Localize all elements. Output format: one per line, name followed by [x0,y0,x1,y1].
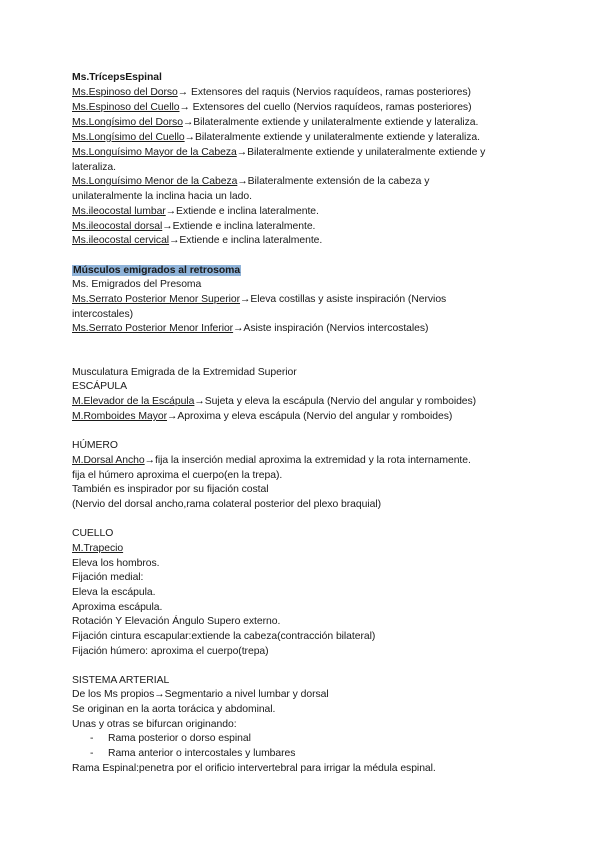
muscle-description: →Asiste inspiración (Nervios intercostales) [233,323,429,334]
muscle-description: →Eleva costillas y asiste inspiración (Nervios [240,294,447,305]
list-item [90,732,251,745]
muscle-term: Ms.ileocostal cervical [72,235,170,246]
highlighted-heading: Músculos emigrados al retrosoma [73,265,241,276]
presoma-title: Ms. Emigrados del Presoma [72,279,202,290]
muscle-description: →Extiende e inclina lateralmente. [169,235,323,246]
muscle-description: →Extiende e inclina lateralmente. [165,206,319,217]
muscle-term: M.Dorsal Ancho [72,455,145,466]
muscle-term: Ms.Longuísimo Mayor de la Cabeza [72,147,237,158]
muscle-line [72,234,322,247]
muscle-line [72,205,319,218]
muscle-term: Ms.Espinoso del Cuello [72,102,180,113]
muscle-term: Ms.Serrato Posterior Menor Inferior [72,323,234,334]
text-line: Fijación cintura escapular:extiende la cabeza(contracción bilateral) [72,631,376,642]
text-line: También es inspirador por su fijación costal [72,484,269,495]
muscle-description: →fija la inserción medial aproxima la extremidad y la rota internamente. [144,455,471,466]
text-line: Eleva la escápula. [72,587,156,598]
muscle-description: →Bilateralmente extiende y unilateralmente extiende y lateraliza. [184,132,480,143]
muscle-line [72,395,476,408]
text-line: Aproxima escápula. [72,602,163,613]
text-line: Eleva los hombros. [72,558,160,569]
muscle-term: Ms.Espinoso del Dorso [72,87,178,98]
muscle-term: M.Romboides Mayor [72,411,168,422]
muscle-line [72,131,480,144]
bullet-mark: - [90,748,94,759]
list-item [90,747,296,760]
muscle-description: →Bilateralmente extiende y unilateralmente extiende y [236,147,486,158]
muscle-term: Ms.Longísimo del Cuello [72,132,185,143]
muscle-description: →Sujeta y eleva la escápula (Nervio del angular y romboides) [194,396,477,407]
muscle-description: → Extensores del raquis (Nervios raquídeos, ramas posteriores) [177,87,471,98]
muscle-line [72,116,478,129]
muscle-term: Ms.ileocostal dorsal [72,221,163,232]
list-item-text: Rama posterior o dorso espinal [108,733,251,744]
muscle-line [72,146,485,159]
text-line: Fijación medial: [72,572,144,583]
sistema-arterial-title: SISTEMA ARTERIAL [72,675,170,686]
muscle-line [72,293,446,306]
text-line: (Nervio del dorsal ancho,rama colateral posterior del plexo braquial) [72,499,382,510]
muscle-line [72,454,471,467]
text-line: Fijación húmero: aproxima el cuerpo(trepa) [72,646,269,657]
muscle-line-continuation: unilateralmente la inclina hacia un lado. [72,191,252,202]
muscle-line [72,101,472,114]
muscle-term: M.Elevador de la Escápula [72,396,195,407]
list-item-text: Rama anterior o intercostales y lumbares [108,748,296,759]
text-line: fija el húmero aproxima el cuerpo(en la trepa). [72,470,283,481]
cuello-title: CUELLO [72,528,114,539]
bullet-mark: - [90,733,94,744]
muscle-line [72,220,315,233]
muscle-description: →Aproxima y eleva escápula (Nervio del angular y romboides) [167,411,453,422]
muscle-line [72,322,428,335]
muscle-line-continuation: intercostales) [72,309,134,320]
muscle-term: Ms.Serrato Posterior Menor Superior [72,294,241,305]
humero-title: HÚMERO [72,440,118,451]
text-line: Rotación Y Elevación Ángulo Supero externo. [72,616,281,627]
extremidad-title: Musculatura Emigrada de la Extremidad Superior [72,367,297,378]
text-line: Rama Espinal:penetra por el orificio intervertebral para irrigar la médula espinal. [72,763,436,774]
muscle-term: Ms.Longuísimo Menor de la Cabeza [72,176,238,187]
trapecio-title: M.Trapecio [72,543,124,554]
muscle-term: Ms.Longísimo del Dorso [72,117,183,128]
muscle-description: →Bilateralmente extensión de la cabeza y [237,176,430,187]
muscle-description: →Bilateralmente extiende y unilateralmente extiende y lateraliza. [182,117,479,128]
muscle-line-continuation: lateraliza. [72,162,116,173]
heading-retrosoma [72,264,241,277]
escapula-title: ESCÁPULA [72,381,128,392]
text-line: Unas y otras se bifurcan originando: [72,719,237,730]
muscle-line [72,410,452,423]
muscle-description: → Extensores del cuello (Nervios raquídeos, ramas posteriores) [179,102,472,113]
muscle-line [72,86,471,99]
muscle-line [72,175,429,188]
text-line: De los Ms propios→Segmentario a nivel lumbar y dorsal [72,689,329,700]
heading-triceps-espinal: Ms.TrícepsEspinal [72,72,162,83]
text-line: Se originan en la aorta torácica y abdominal. [72,704,276,715]
muscle-description: →Extiende e inclina lateralmente. [162,221,316,232]
muscle-term: Ms.ileocostal lumbar [72,206,166,217]
